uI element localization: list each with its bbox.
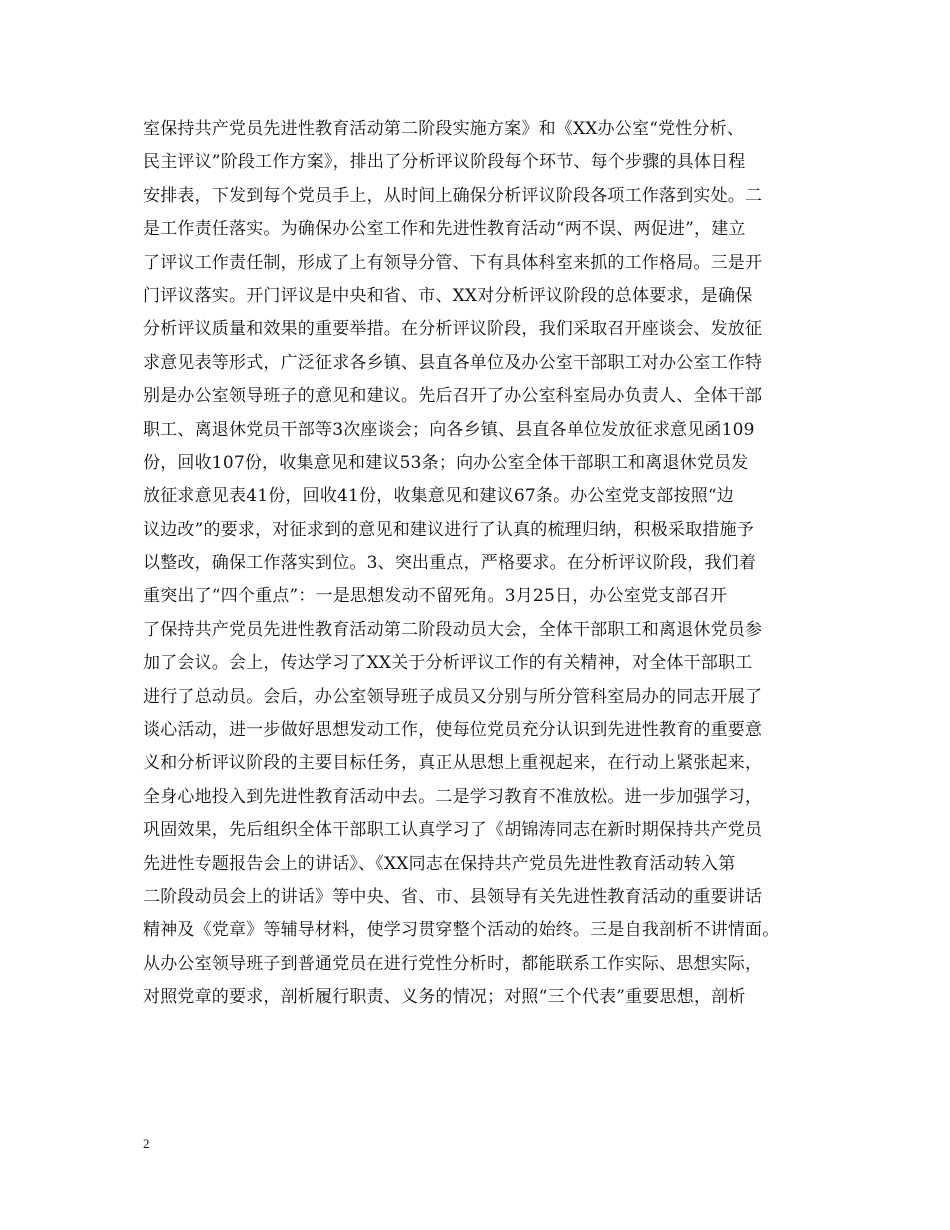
text-line: 巩固效果，先后组织全体干部职工认真学习了《胡锦涛同志在新时期保持共产党员 [143, 820, 763, 841]
text-line: 别是办公室领导班子的意见和建议。先后召开了办公室科室局办负责人、全体干部 [143, 386, 763, 407]
text-line: 进行了总动员。会后，办公室领导班子成员又分别与所分管科室局办的同志开展了 [143, 686, 763, 707]
text-line: 精神及《党章》等辅导材料，使学习贯穿整个活动的始终。三是自我剖析不讲情面。 [143, 920, 780, 941]
body-text [143, 113, 823, 1015]
text-line: 是工作责任落实。为确保办公室工作和先进性教育活动“两不误、两促进”，建立 [143, 219, 746, 240]
text-line: 门评议落实。开门评议是中央和省、市、XX对分析评议阶段的总体要求，是确保 [143, 285, 753, 306]
text-line: 放征求意见表41份，回收41份，收集意见和建议67条。办公室党支部按照“边 [143, 486, 734, 507]
text-line: 先进性专题报告会上的讲话》、《XX同志在保持共产党员先进性教育活动转入第 [143, 853, 736, 874]
text-line: 义和分析评议阶段的主要目标任务，真正从思想上重视起来，在行动上紧张起来， [143, 753, 763, 774]
text-line: 了保持共产党员先进性教育活动第二阶段动员大会，全体干部职工和离退休党员参 [143, 619, 763, 640]
text-line: 重突出了“四个重点”：一是思想发动不留死角。3月25日，办公室党支部召开 [143, 586, 728, 607]
text-line: 对照党章的要求，剖析履行职责、义务的情况；对照“三个代表”重要思想，剖析 [143, 987, 746, 1008]
page-number: 2 [143, 1136, 150, 1151]
text-line: 职工、离退休党员干部等3次座谈会；向各乡镇、县直各单位发放征求意见函109 [143, 419, 755, 440]
text-line: 二阶段动员会上的讲话》等中央、省、市、县领导有关先进性教育活动的重要讲话 [143, 886, 763, 907]
text-line: 分析评议质量和效果的重要举措。在分析评议阶段，我们采取召开座谈会、发放征 [143, 319, 763, 340]
text-line: 室保持共产党员先进性教育活动第二阶段实施方案》和《XX办公室“党性分析、 [143, 119, 745, 139]
text-line: 了评议工作责任制，形成了上有领导分管、下有具体科室来抓的工作格局。三是开 [143, 252, 763, 273]
text-line: 安排表，下发到每个党员手上，从时间上确保分析评议阶段各项工作落到实处。二 [143, 185, 763, 206]
text-line: 议边改”的要求，对征求到的意见和建议进行了认真的梳理归纳，积极采取措施予 [143, 519, 754, 540]
text-line: 全身心地投入到先进性教育活动中去。二是学习教育不准放松。进一步加强学习， [143, 786, 763, 807]
text-line: 谈心活动，进一步做好思想发动工作，使每位党员充分认识到先进性教育的重要意 [143, 720, 763, 741]
text-line: 加了会议。会上，传达学习了XX关于分析评议工作的有关精神，对全体干部职工 [143, 653, 753, 674]
text-line: 求意见表等形式，广泛征求各乡镇、县直各单位及办公室干部职工对办公室工作特 [143, 352, 763, 373]
text-line: 份，回收107份，收集意见和建议53条；向办公室全体干部职工和离退休党员发 [143, 452, 749, 473]
text-line: 以整改，确保工作落实到位。3、突出重点，严格要求。在分析评议阶段，我们着 [143, 553, 757, 574]
text-line: 民主评议”阶段工作方案》，排出了分析评议阶段每个环节、每个步骤的具体日程 [143, 152, 746, 173]
text-line: 从办公室领导班子到普通党员在进行党性分析时，都能联系工作实际、思想实际， [143, 953, 763, 974]
